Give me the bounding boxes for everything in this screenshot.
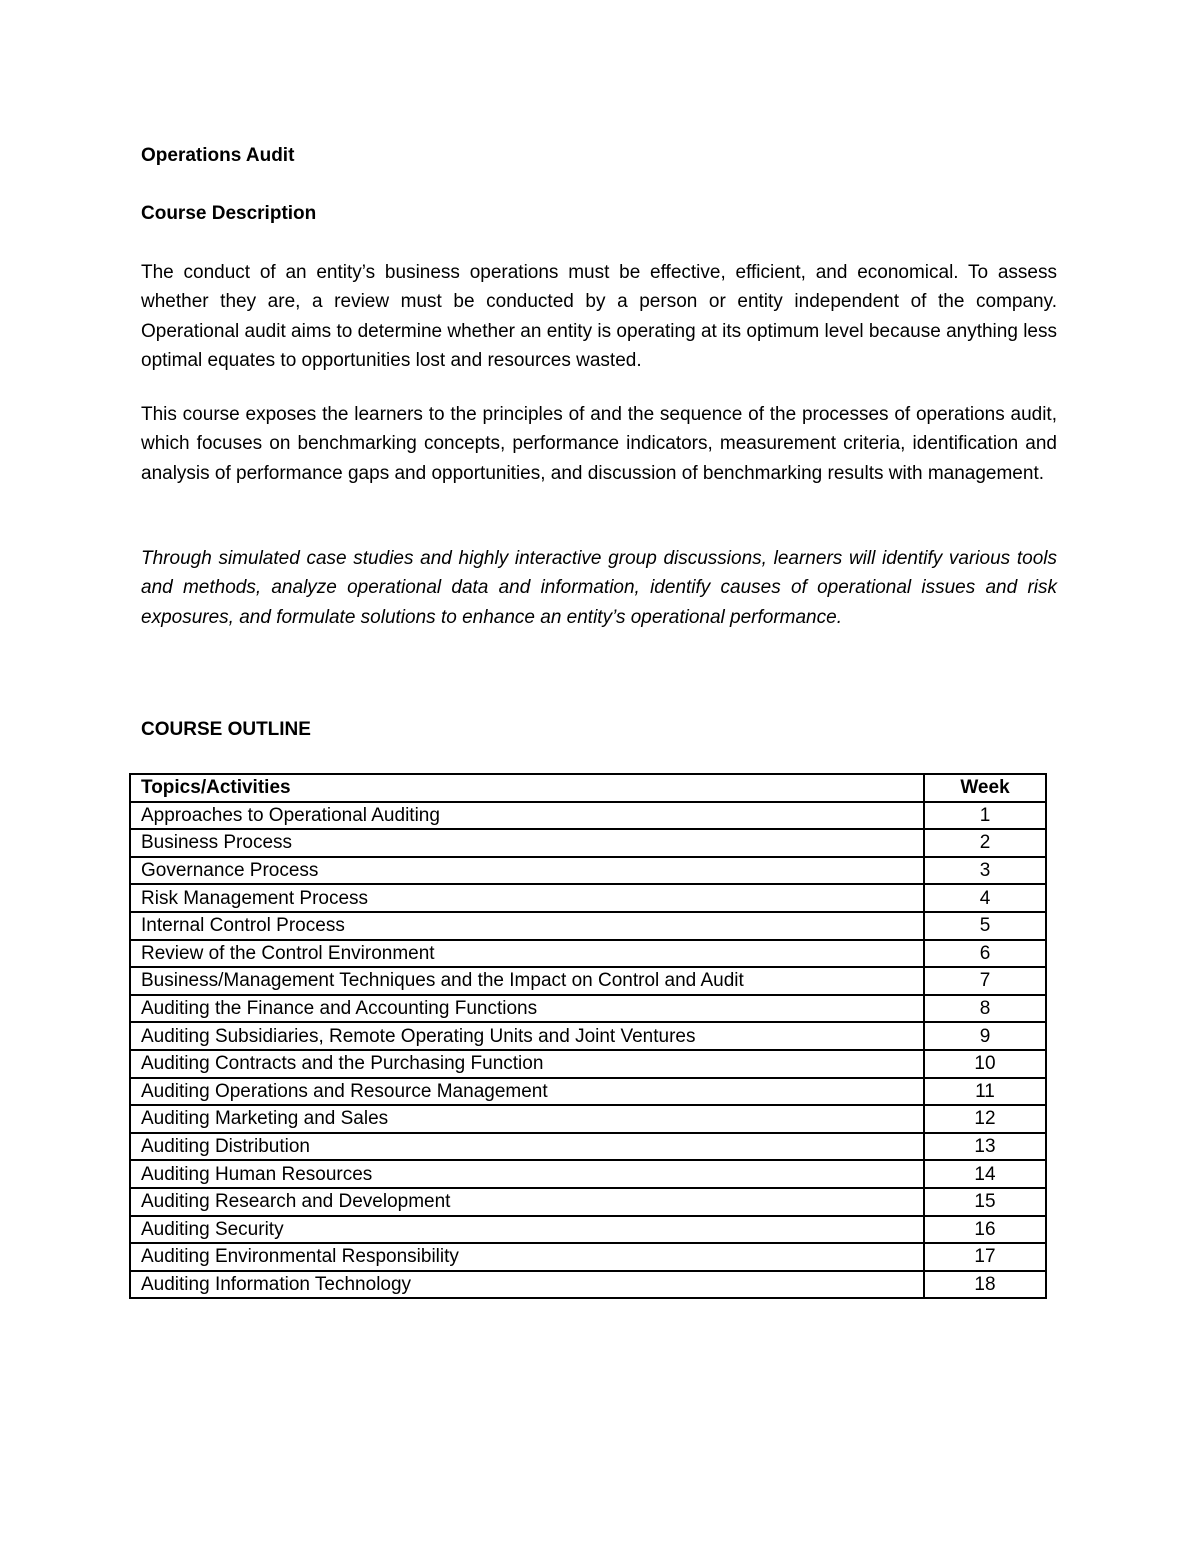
table-row: [130, 829, 1046, 857]
table-body: [130, 802, 1046, 1299]
week-cell: 3: [924, 857, 1046, 885]
topic-cell: Auditing Information Technology: [130, 1271, 924, 1299]
header-topics: Topics/Activities: [130, 774, 924, 802]
week-cell: 11: [924, 1078, 1046, 1106]
week-cell: 2: [924, 829, 1046, 857]
table-row: [130, 912, 1046, 940]
description-paragraph-1: The conduct of an entity’s business operations must be effective, efficient, and economical. To assess whether they are, a review must be conducted by a person or entity independent of the company. Operational audit aims to determine whether an entity is operating at its optimum level because anything less optimal equates to opportunities lost and resources wasted.: [141, 262, 1057, 371]
table-row: [130, 940, 1046, 968]
week-cell: 6: [924, 940, 1046, 968]
topic-cell: Auditing the Finance and Accounting Functions: [130, 995, 924, 1023]
topic-cell: Auditing Security: [130, 1216, 924, 1244]
topic-cell: Auditing Contracts and the Purchasing Function: [130, 1050, 924, 1078]
table-row: [130, 1216, 1046, 1244]
course-description-heading: Course Description: [141, 203, 317, 224]
header-week: Week: [924, 774, 1046, 802]
topic-cell: Auditing Distribution: [130, 1133, 924, 1161]
week-cell: 5: [924, 912, 1046, 940]
topic-cell: Review of the Control Environment: [130, 940, 924, 968]
course-outline-table: [129, 773, 1047, 1299]
week-cell: 8: [924, 995, 1046, 1023]
week-cell: 4: [924, 884, 1046, 912]
week-cell: 10: [924, 1050, 1046, 1078]
table-row: [130, 995, 1046, 1023]
week-cell: 15: [924, 1188, 1046, 1216]
course-outline-heading: COURSE OUTLINE: [141, 719, 311, 740]
table-row: [130, 1105, 1046, 1133]
table-row: [130, 1078, 1046, 1106]
topic-cell: Auditing Marketing and Sales: [130, 1105, 924, 1133]
table-header-row: [130, 774, 1046, 802]
table-row: [130, 1160, 1046, 1188]
week-cell: 1: [924, 802, 1046, 830]
week-cell: 13: [924, 1133, 1046, 1161]
week-cell: 17: [924, 1243, 1046, 1271]
table-row: [130, 1188, 1046, 1216]
description-paragraph-2: This course exposes the learners to the principles of and the sequence of the processes of operations audit, which focuses on benchmarking concepts, performance indicators, measurement criteria, identification and analysis of performance gaps and opportunities, and discussion of benchmarking results with management.: [141, 404, 1057, 484]
table-row: [130, 1243, 1046, 1271]
table-row: [130, 1050, 1046, 1078]
topic-cell: Risk Management Process: [130, 884, 924, 912]
topic-cell: Approaches to Operational Auditing: [130, 802, 924, 830]
topic-cell: Auditing Research and Development: [130, 1188, 924, 1216]
week-cell: 7: [924, 967, 1046, 995]
topic-cell: Business Process: [130, 829, 924, 857]
table-row: [130, 967, 1046, 995]
table-row: [130, 1271, 1046, 1299]
table-row: [130, 884, 1046, 912]
table-row: [130, 1022, 1046, 1050]
week-cell: 14: [924, 1160, 1046, 1188]
table-row: [130, 1133, 1046, 1161]
topic-cell: Auditing Human Resources: [130, 1160, 924, 1188]
topic-cell: Auditing Operations and Resource Management: [130, 1078, 924, 1106]
topic-cell: Auditing Environmental Responsibility: [130, 1243, 924, 1271]
week-cell: 9: [924, 1022, 1046, 1050]
week-cell: 18: [924, 1271, 1046, 1299]
topic-cell: Auditing Subsidiaries, Remote Operating Units and Joint Ventures: [130, 1022, 924, 1050]
week-cell: 12: [924, 1105, 1046, 1133]
table-row: [130, 857, 1046, 885]
document-title: Operations Audit: [141, 145, 295, 166]
topic-cell: Internal Control Process: [130, 912, 924, 940]
week-cell: 16: [924, 1216, 1046, 1244]
topic-cell: Governance Process: [130, 857, 924, 885]
table-row: [130, 802, 1046, 830]
description-paragraph-3: Through simulated case studies and highly interactive group discussions, learners will identify various tools and methods, analyze operational data and information, identify causes of operational issues and risk exposures, and formulate solutions to enhance an entity’s operational performance.: [141, 548, 1057, 628]
topic-cell: Business/Management Techniques and the Impact on Control and Audit: [130, 967, 924, 995]
